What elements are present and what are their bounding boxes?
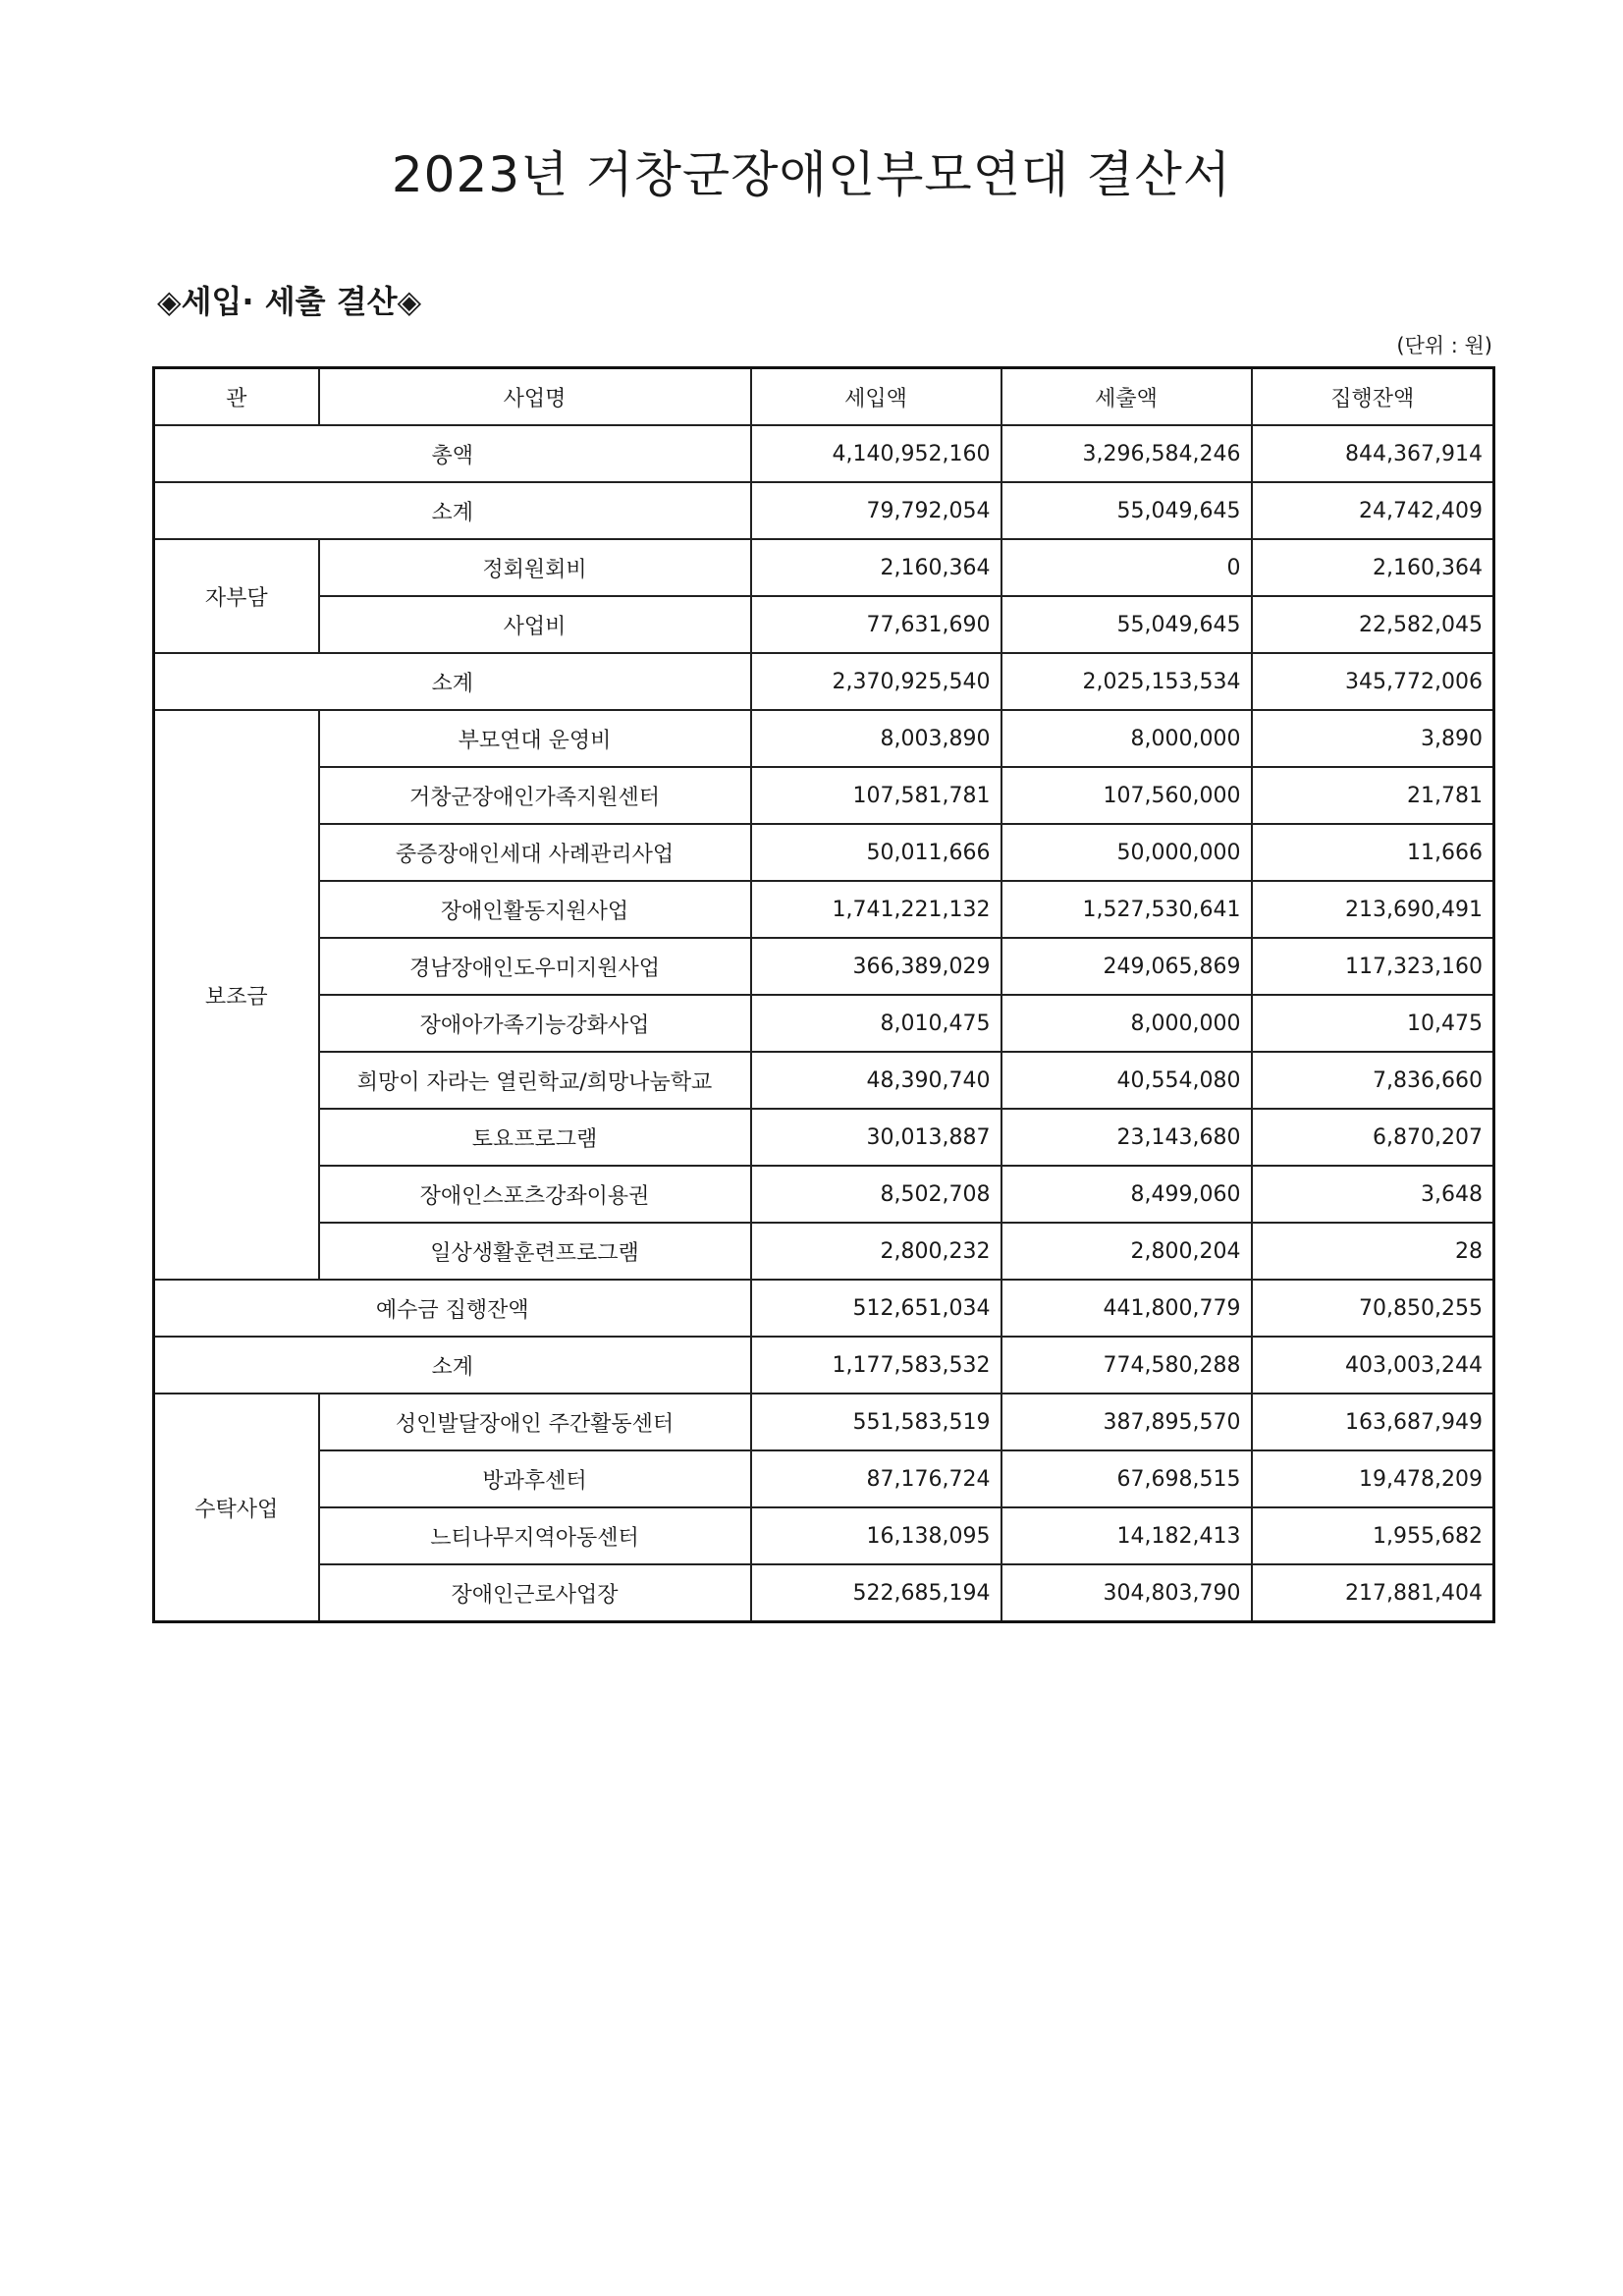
balance-cell: 345,772,006 <box>1252 653 1494 710</box>
category-cell: 보조금 <box>154 710 319 1280</box>
balance-cell: 70,850,255 <box>1252 1280 1494 1337</box>
table-row <box>154 938 1494 995</box>
expense-cell: 23,143,680 <box>1001 1109 1252 1166</box>
header-balance: 집행잔액 <box>1252 368 1494 426</box>
income-cell: 8,003,890 <box>751 710 1001 767</box>
income-cell: 1,177,583,532 <box>751 1337 1001 1394</box>
balance-cell: 7,836,660 <box>1252 1052 1494 1109</box>
income-cell: 77,631,690 <box>751 596 1001 653</box>
project-name-cell: 거창군장애인가족지원센터 <box>319 767 751 824</box>
income-cell: 30,013,887 <box>751 1109 1001 1166</box>
income-cell: 551,583,519 <box>751 1394 1001 1450</box>
expense-cell: 3,296,584,246 <box>1001 425 1252 482</box>
header-expense: 세출액 <box>1001 368 1252 426</box>
expense-cell: 8,000,000 <box>1001 710 1252 767</box>
table-row <box>154 539 1494 596</box>
income-cell: 2,800,232 <box>751 1223 1001 1280</box>
project-name-cell: 부모연대 운영비 <box>319 710 751 767</box>
balance-cell: 3,890 <box>1252 710 1494 767</box>
project-name-cell: 정회원회비 <box>319 539 751 596</box>
expense-cell: 2,025,153,534 <box>1001 653 1252 710</box>
category-cell: 자부담 <box>154 539 319 653</box>
header-income: 세입액 <box>751 368 1001 426</box>
income-cell: 1,741,221,132 <box>751 881 1001 938</box>
table-row <box>154 1223 1494 1280</box>
expense-cell: 14,182,413 <box>1001 1507 1252 1564</box>
balance-cell: 21,781 <box>1252 767 1494 824</box>
project-name-cell: 장애인스포츠강좌이용권 <box>319 1166 751 1223</box>
subtotal-row <box>154 653 1494 710</box>
project-name-cell: 장애인근로사업장 <box>319 1564 751 1622</box>
project-name-cell: 경남장애인도우미지원사업 <box>319 938 751 995</box>
expense-cell: 441,800,779 <box>1001 1280 1252 1337</box>
project-name-cell: 느티나무지역아동센터 <box>319 1507 751 1564</box>
project-name-cell: 방과후센터 <box>319 1450 751 1507</box>
income-cell: 4,140,952,160 <box>751 425 1001 482</box>
expense-cell: 67,698,515 <box>1001 1450 1252 1507</box>
header-category: 관 <box>154 368 319 426</box>
income-cell: 522,685,194 <box>751 1564 1001 1622</box>
balance-cell: 1,955,682 <box>1252 1507 1494 1564</box>
row-label: 소계 <box>154 1337 751 1394</box>
expense-cell: 387,895,570 <box>1001 1394 1252 1450</box>
balance-cell: 213,690,491 <box>1252 881 1494 938</box>
expense-cell: 8,499,060 <box>1001 1166 1252 1223</box>
expense-cell: 774,580,288 <box>1001 1337 1252 1394</box>
subtotal-row <box>154 1337 1494 1394</box>
expense-cell: 40,554,080 <box>1001 1052 1252 1109</box>
table-row <box>154 1166 1494 1223</box>
project-name-cell: 성인발달장애인 주간활동센터 <box>319 1394 751 1450</box>
table-row <box>154 1109 1494 1166</box>
row-label: 총액 <box>154 425 751 482</box>
section-subtitle: ◈세입· 세출 결산◈ <box>157 283 422 320</box>
balance-cell: 10,475 <box>1252 995 1494 1052</box>
income-cell: 2,370,925,540 <box>751 653 1001 710</box>
table-row <box>154 881 1494 938</box>
total-row <box>154 425 1494 482</box>
expense-cell: 50,000,000 <box>1001 824 1252 881</box>
table-row <box>154 1394 1494 1450</box>
table-row <box>154 995 1494 1052</box>
row-label: 소계 <box>154 653 751 710</box>
income-cell: 16,138,095 <box>751 1507 1001 1564</box>
table-row <box>154 824 1494 881</box>
expense-cell: 249,065,869 <box>1001 938 1252 995</box>
balance-cell: 217,881,404 <box>1252 1564 1494 1622</box>
table-header-row <box>154 368 1494 426</box>
document-title: 2023년 거창군장애인부모연대 결산서 <box>391 146 1232 203</box>
balance-cell: 163,687,949 <box>1252 1394 1494 1450</box>
income-cell: 8,010,475 <box>751 995 1001 1052</box>
deposit-row <box>154 1280 1494 1337</box>
balance-cell: 3,648 <box>1252 1166 1494 1223</box>
balance-cell: 117,323,160 <box>1252 938 1494 995</box>
income-cell: 87,176,724 <box>751 1450 1001 1507</box>
balance-cell: 28 <box>1252 1223 1494 1280</box>
settlement-table <box>152 366 1495 1623</box>
project-name-cell: 희망이 자라는 열린학교/희망나눔학교 <box>319 1052 751 1109</box>
income-cell: 2,160,364 <box>751 539 1001 596</box>
balance-cell: 6,870,207 <box>1252 1109 1494 1166</box>
balance-cell: 11,666 <box>1252 824 1494 881</box>
table-row <box>154 596 1494 653</box>
table-row <box>154 767 1494 824</box>
table-row <box>154 710 1494 767</box>
balance-cell: 2,160,364 <box>1252 539 1494 596</box>
income-cell: 107,581,781 <box>751 767 1001 824</box>
table-row <box>154 1507 1494 1564</box>
income-cell: 48,390,740 <box>751 1052 1001 1109</box>
income-cell: 50,011,666 <box>751 824 1001 881</box>
row-label: 예수금 집행잔액 <box>154 1280 751 1337</box>
project-name-cell: 일상생활훈련프로그램 <box>319 1223 751 1280</box>
income-cell: 366,389,029 <box>751 938 1001 995</box>
income-cell: 512,651,034 <box>751 1280 1001 1337</box>
balance-cell: 24,742,409 <box>1252 482 1494 539</box>
table-row <box>154 1450 1494 1507</box>
income-cell: 8,502,708 <box>751 1166 1001 1223</box>
table-row <box>154 1052 1494 1109</box>
expense-cell: 0 <box>1001 539 1252 596</box>
header-project: 사업명 <box>319 368 751 426</box>
balance-cell: 844,367,914 <box>1252 425 1494 482</box>
expense-cell: 2,800,204 <box>1001 1223 1252 1280</box>
income-cell: 79,792,054 <box>751 482 1001 539</box>
project-name-cell: 사업비 <box>319 596 751 653</box>
project-name-cell: 중증장애인세대 사례관리사업 <box>319 824 751 881</box>
unit-label: (단위 : 원) <box>1396 334 1492 357</box>
table-row <box>154 1564 1494 1622</box>
expense-cell: 107,560,000 <box>1001 767 1252 824</box>
balance-cell: 22,582,045 <box>1252 596 1494 653</box>
expense-cell: 55,049,645 <box>1001 482 1252 539</box>
project-name-cell: 장애아가족기능강화사업 <box>319 995 751 1052</box>
category-cell: 수탁사업 <box>154 1394 319 1622</box>
balance-cell: 19,478,209 <box>1252 1450 1494 1507</box>
expense-cell: 1,527,530,641 <box>1001 881 1252 938</box>
expense-cell: 55,049,645 <box>1001 596 1252 653</box>
project-name-cell: 토요프로그램 <box>319 1109 751 1166</box>
project-name-cell: 장애인활동지원사업 <box>319 881 751 938</box>
row-label: 소계 <box>154 482 751 539</box>
expense-cell: 8,000,000 <box>1001 995 1252 1052</box>
subtotal-row <box>154 482 1494 539</box>
balance-cell: 403,003,244 <box>1252 1337 1494 1394</box>
expense-cell: 304,803,790 <box>1001 1564 1252 1622</box>
